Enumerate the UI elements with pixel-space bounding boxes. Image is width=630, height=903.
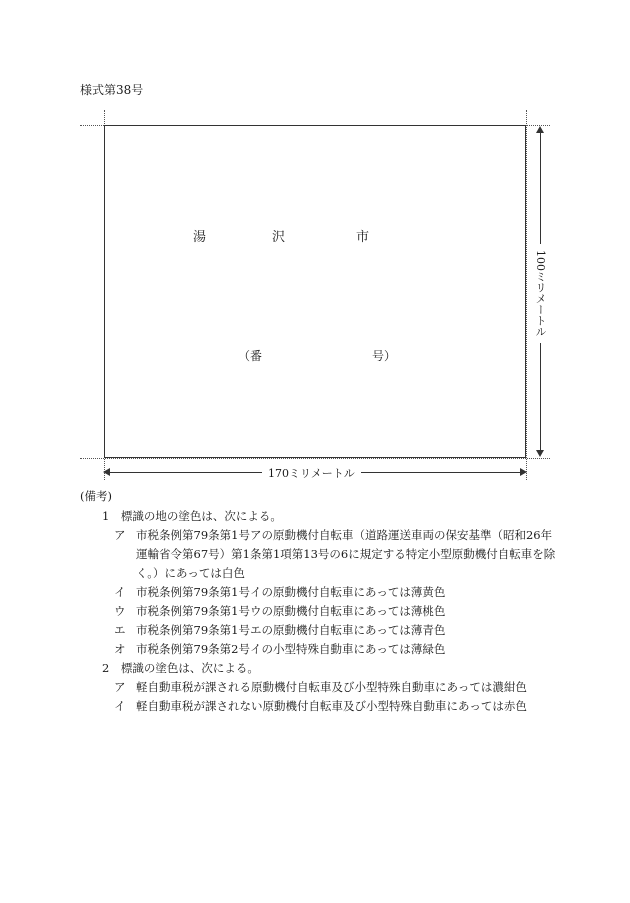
subitem-mark: イ — [114, 699, 126, 713]
note-1-subitem-e — [114, 621, 560, 640]
plate-city-char-3: 市 — [356, 230, 370, 245]
plate-number-open: （番 — [238, 349, 263, 363]
notes-title: (備考) — [80, 489, 112, 503]
note-1-subitem-a — [114, 526, 560, 583]
arrow-left-icon — [103, 468, 110, 476]
subitem-text: 市税条例第79条第2号イの小型特殊自動車にあっては薄緑色 — [136, 642, 446, 656]
arrow-down-icon — [536, 450, 544, 457]
note-2-subitem-a — [114, 678, 560, 697]
notes-section — [80, 487, 560, 716]
arrow-up-icon — [536, 126, 544, 133]
subitem-text: 市税条例第79条第1号エの原動機付自転車にあっては薄青色 — [136, 623, 446, 637]
note-item-2-heading: 2 標識の塗色は、次による。 — [102, 661, 259, 675]
plate-city-char-1: 湯 — [193, 230, 207, 245]
subitem-text: 軽自動車税が課されない原動機付自転車及び小型特殊自動車にあっては赤色 — [136, 699, 527, 713]
guide-line-right — [526, 110, 527, 480]
license-plate-diagram — [104, 125, 526, 458]
subitem-mark: エ — [114, 623, 126, 637]
subitem-mark: ア — [114, 680, 126, 694]
note-1-subitem-u — [114, 602, 560, 621]
note-1-subitem-o — [114, 640, 560, 659]
subitem-text: 軽自動車税が課される原動機付自転車及び小型特殊自動車にあっては濃紺色 — [136, 680, 527, 694]
plate-city-char-2: 沢 — [272, 230, 286, 245]
arrow-right-icon — [520, 468, 527, 476]
note-1-subitem-i — [114, 583, 560, 602]
guide-line-bottom — [80, 458, 550, 459]
form-number: 様式第38号 — [80, 83, 144, 97]
note-2-subitem-i — [114, 697, 560, 716]
note-item-1-heading: 1 標識の地の塗色は、次による。 — [102, 509, 282, 523]
subitem-text: 市税条例第79条第1号ウの原動機付自転車にあっては薄桃色 — [136, 604, 446, 618]
width-dimension-label: 170ミリメートル — [262, 465, 361, 481]
subitem-text: 市税条例第79条第1号アの原動機付自転車（道路運送車両の保安基準（昭和26年運輸省令第67号）第1条第1項第13号の6に規定する特定小型原動機付自転車を除く。）にあっては白色 — [136, 528, 556, 580]
subitem-text: 市税条例第79条第1号イの原動機付自転車にあっては薄黄色 — [136, 585, 446, 599]
height-dimension-label: 100ミリメートル — [532, 244, 548, 343]
subitem-mark: ア — [114, 528, 126, 542]
subitem-mark: イ — [114, 585, 126, 599]
subitem-mark: オ — [114, 642, 126, 656]
subitem-mark: ウ — [114, 604, 126, 618]
plate-number-close: 号） — [372, 349, 397, 363]
